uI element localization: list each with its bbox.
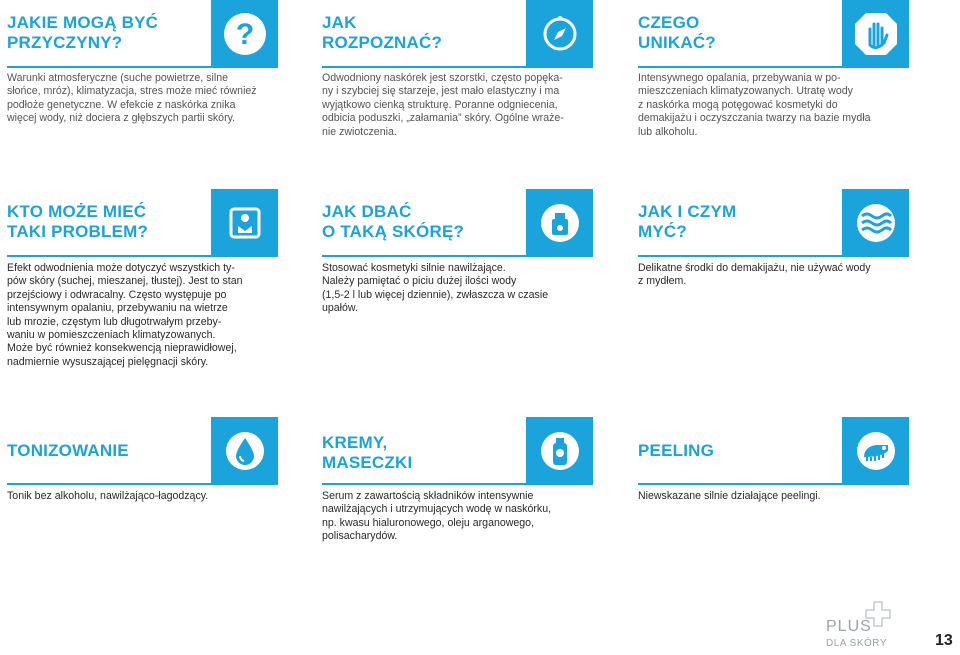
cream-jar-icon	[526, 189, 593, 256]
divider	[322, 255, 593, 257]
section-title: KREMY, MASECZKI	[322, 433, 413, 472]
waves-icon	[842, 189, 909, 256]
section-text: Niewskazane silnie działające peelingi.	[638, 490, 821, 502]
divider	[638, 66, 909, 68]
section-avoid	[638, 0, 908, 140]
page-number: 13	[935, 632, 953, 649]
drop-icon	[211, 417, 278, 484]
section-text: Warunki atmosferyczne (suche powietrze, silne słońce, mróz), klimatyzacja, stres może mieć również podłoże genetyczne. W efekcie z naskórka znika więcej wody, niż dociera z głębszych partii skóry.	[7, 72, 257, 125]
section-title: JAK DBAĆ O TAKĄ SKÓRĘ?	[322, 202, 465, 241]
section-text: Efekt odwodnienia może dotyczyć wszystkich ty- pów skóry (suchej, mieszanej, tłustej). Jest to stan przejściowy i odwracalny. Często występuje po intensywnym opalaniu, przebywaniu na wietrze lub mrozie, częstym lub długotrwałym przeby- waniu w pomieszczeniach klimatyzowanych. Może być również konsekwencją nieprawidłowej, nadmiernie wysuszającej pielęgnacji skóry.	[7, 262, 243, 368]
logo-line1: PLUS	[826, 618, 872, 635]
section-recognize	[322, 0, 592, 140]
divider	[322, 483, 593, 485]
plus-dla-skory-logo	[822, 600, 912, 652]
section-care	[322, 189, 592, 369]
section-causes	[7, 0, 277, 140]
section-text: Tonik bez alkoholu, nawilżająco-łagodzący.	[7, 490, 209, 502]
divider	[7, 483, 278, 485]
divider	[322, 66, 593, 68]
divider	[638, 255, 909, 257]
section-title: TONIZOWANIE	[7, 441, 129, 460]
section-wash	[638, 189, 908, 369]
section-text: Odwodniony naskórek jest szorstki, często popęka- ny i szybciej się starzeje, jest mało elastyczny i ma wyjątkowo cienką strukturę. Poranne odgniecenia, odbicia poduszki, „załamania” skóry. Ogólne wraże- nie zwiotczenia.	[322, 72, 564, 138]
section-title: PEELING	[638, 441, 715, 460]
jar-icon	[526, 417, 593, 484]
section-title: JAKIE MOGĄ BYĆ PRZYCZYNY?	[7, 13, 159, 52]
divider	[7, 66, 278, 68]
section-creams	[322, 417, 592, 547]
logo-line2: DLA SKÓRY	[826, 638, 888, 649]
divider	[7, 255, 278, 257]
section-text: Stosować kosmetyki silnie nawilżające. Należy pamiętać o piciu dużej ilości wody (1,5-2 l lub więcej dziennie), zwłaszcza w czasie upałów.	[322, 262, 549, 315]
section-title: JAK ROZPOZNAĆ?	[322, 13, 443, 52]
question-mark-icon	[211, 0, 278, 67]
brush-icon	[842, 417, 909, 484]
section-text: Delikatne środki do demakijażu, nie używać wody z mydłem.	[638, 262, 871, 288]
section-peeling	[638, 417, 908, 537]
section-text: Intensywnego opalania, przebywania w po- mieszczeniach klimatyzowanych. Utratę wody z naskórka mogą potęgować kosmetyki do demakijażu i oczyszczania twarzy na bazie mydła lub alkoholu.	[638, 72, 871, 138]
section-title: JAK I CZYM MYĆ?	[638, 202, 737, 241]
section-title: CZEGO UNIKAĆ?	[638, 13, 716, 52]
compass-icon	[526, 0, 593, 67]
section-title: KTO MOŻE MIEĆ TAKI PROBLEM?	[7, 202, 149, 241]
divider	[638, 483, 909, 485]
person-icon	[211, 189, 278, 256]
section-who	[7, 189, 277, 369]
stop-hand-icon	[842, 0, 909, 67]
svg-text:?: ?	[235, 17, 254, 51]
section-toning	[7, 417, 277, 537]
section-text: Serum z zawartością składników intensywnie nawilżających i utrzymujących wodę w naskórku, np. kwasu hialuronowego, oleju arganowego, polisacharydów.	[322, 490, 552, 543]
